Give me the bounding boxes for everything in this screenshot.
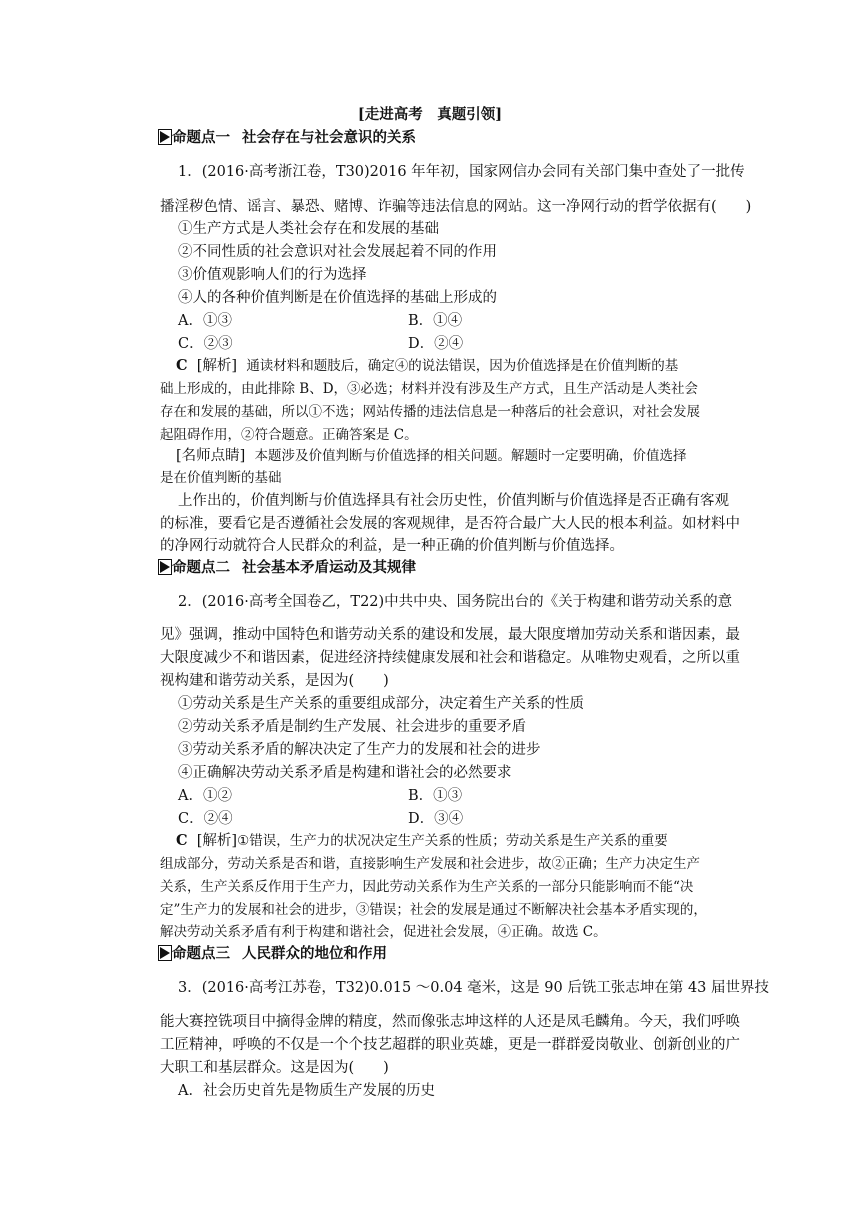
question-2-line: 2．(2016·高考全国卷乙，T22)中共中央、国务院出台的《关于构建和谐劳动关系的意 bbox=[178, 594, 733, 610]
analysis-tag: [解析] bbox=[196, 833, 238, 849]
answer-letter: C bbox=[176, 357, 188, 374]
question-1-item: ④人的各种价值判断是在价值选择的基础上形成的 bbox=[178, 290, 497, 306]
section-title: 社会基本矛盾运动及其规律 bbox=[242, 559, 416, 576]
option-d: D．②④ bbox=[408, 336, 464, 352]
section-label: 命题点三 bbox=[172, 945, 230, 962]
triangle-marker-icon bbox=[160, 131, 170, 143]
analysis-text: ①错误，生产力的状况决定生产关系的性质；劳动关系是生产关系的重要 bbox=[237, 833, 668, 849]
analysis-line: 关系，生产关系反作用于生产力，因此劳动关系作为生产关系的一部分只能影响而不能“决 bbox=[160, 879, 694, 895]
section-label: 命题点二 bbox=[172, 559, 230, 576]
question-1-line: 1．(2016·高考浙江卷，T30)2016 年年初，国家网信办会同有关部门集中查处了一批传 bbox=[178, 164, 745, 180]
question-3-line: 工匠精神，呼唤的不仅是一个个技艺超群的职业英雄，更是一群群爱岗敬业、创新创业的广 bbox=[160, 1037, 740, 1053]
section-title: 社会存在与社会意识的关系 bbox=[242, 129, 416, 146]
analysis-line: 起阻碍作用，②符合题意。正确答案是 C。 bbox=[160, 427, 418, 443]
question-3-line: 3．(2016·高考江苏卷，T32)0.015 ～0.04 毫米，这是 90 后铣工张志坤在第 43 届世界技 bbox=[178, 980, 770, 996]
analysis-line bbox=[176, 831, 668, 851]
tip-line: 是在价值判断的基础 bbox=[160, 470, 282, 486]
question-3-line: 能大赛控铣项目中摘得金牌的精度，然而像张志坤这样的人还是凤毛麟角。今天，我们呼唤 bbox=[160, 1014, 740, 1030]
question-1-item: ①生产方式是人类社会存在和发展的基础 bbox=[178, 221, 439, 237]
analysis-tag: [解析] bbox=[196, 358, 238, 374]
option-c: C．②③ bbox=[178, 336, 233, 352]
section-heading-1 bbox=[160, 128, 416, 148]
analysis-text: 通读材料和题肢后，确定④的说法错误，因为价值选择是在价值判断的基 bbox=[246, 358, 679, 374]
option-a: A．社会历史首先是物质生产发展的历史 bbox=[178, 1083, 435, 1099]
tip-tag: [名师点睛] bbox=[176, 448, 246, 464]
option-c: C．②④ bbox=[178, 811, 233, 827]
option-a: A．①③ bbox=[178, 313, 232, 329]
question-1-line: 播淫秽色情、谣言、暴恐、赌博、诈骗等违法信息的网站。这一净网行动的哲学依据有( ) bbox=[160, 199, 752, 215]
section-title: 人民群众的地位和作用 bbox=[242, 945, 387, 962]
option-b: B．①④ bbox=[408, 313, 463, 329]
triangle-marker-icon bbox=[160, 947, 170, 959]
analysis-line: 组成部分，劳动关系是否和谐，直接影响生产发展和社会进步，故②正确；生产力决定生产 bbox=[160, 856, 700, 872]
question-2-line: 大限度减少不和谐因素，促进经济持续健康发展和社会和谐稳定。从唯物史观看，之所以重 bbox=[160, 650, 740, 666]
question-2-line: 视构建和谐劳动关系，是因为( ) bbox=[160, 673, 389, 689]
question-2-item: ③劳动关系矛盾的解决决定了生产力的发展和社会的进步 bbox=[178, 742, 541, 758]
triangle-marker-icon bbox=[160, 561, 170, 573]
question-1-item: ②不同性质的社会意识对社会发展起着不同的作用 bbox=[178, 244, 497, 260]
answer-letter: C bbox=[176, 832, 188, 849]
tip-text: 本题涉及价值判断与价值选择的相关问题。解题时一定要明确，价值选择 bbox=[254, 448, 687, 464]
analysis-line: 础上形成的，由此排除 B、D，③必选；材料并没有涉及生产方式，且生产活动是人类社会 bbox=[160, 381, 699, 397]
analysis-line bbox=[176, 356, 678, 376]
question-2-item: ④正确解决劳动关系矛盾是构建和谐社会的必然要求 bbox=[178, 765, 512, 781]
tip-line bbox=[176, 446, 687, 466]
question-1-item: ③价值观影响人们的行为选择 bbox=[178, 267, 367, 283]
option-a: A．①② bbox=[178, 788, 232, 804]
option-b: B．①③ bbox=[408, 788, 463, 804]
section-label: 命题点一 bbox=[172, 129, 230, 146]
question-2-item: ①劳动关系是生产关系的重要组成部分，决定着生产关系的性质 bbox=[178, 696, 584, 712]
analysis-line: 存在和发展的基础，所以①不选；网站传播的违法信息是一种落后的社会意识，对社会发展 bbox=[160, 404, 700, 420]
page-header: [走进高考 真题引领] bbox=[357, 106, 503, 123]
tip-line: 上作出的，价值判断与价值选择具有社会历史性，价值判断与价值选择是否正确有客观 bbox=[178, 493, 729, 509]
section-heading-2 bbox=[160, 558, 416, 578]
tip-line: 的净网行动就符合人民群众的利益，是一种正确的价值判断与价值选择。 bbox=[160, 538, 624, 554]
option-d: D．③④ bbox=[408, 811, 464, 827]
section-heading-3 bbox=[160, 944, 387, 964]
question-2-line: 见》强调，推动中国特色和谐劳动关系的建设和发展，最大限度增加劳动关系和谐因素，最 bbox=[160, 627, 740, 643]
analysis-line: 解决劳动关系矛盾有利于构建和谐社会，促进社会发展，④正确。故选 C。 bbox=[160, 924, 607, 940]
question-2-item: ②劳动关系矛盾是制约生产发展、社会进步的重要矛盾 bbox=[178, 719, 526, 735]
analysis-line: 定”生产力的发展和社会的进步，③错误；社会的发展是通过不断解决社会基本矛盾实现的， bbox=[160, 902, 707, 918]
tip-line: 的标准，要看它是否遵循社会发展的客观规律，是否符合最广大人民的根本利益。如材料中 bbox=[160, 516, 740, 532]
question-3-line: 大职工和基层群众。这是因为( ) bbox=[160, 1060, 389, 1076]
